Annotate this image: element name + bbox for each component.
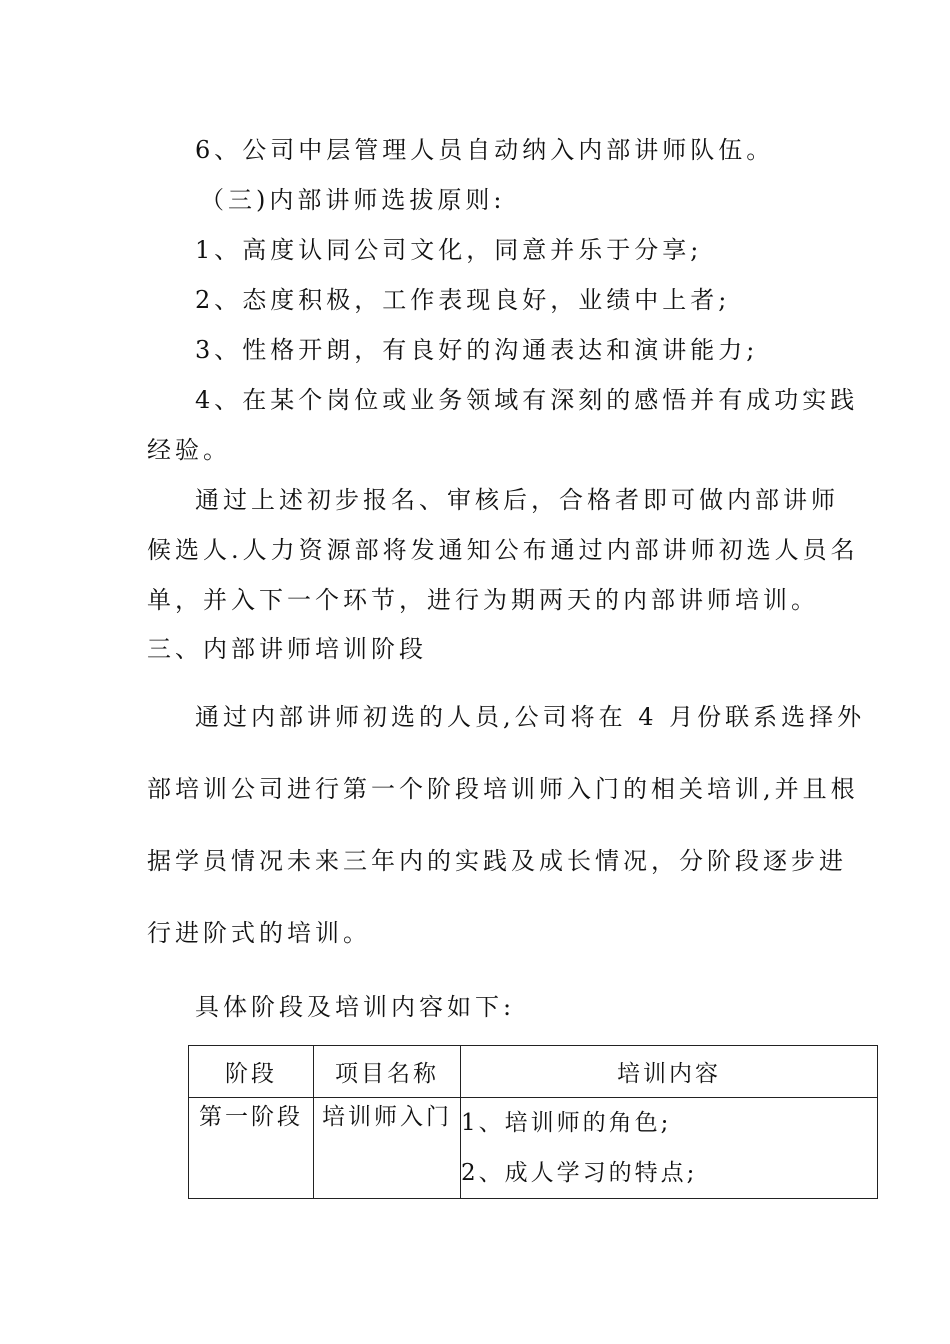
header-stage: 阶段	[189, 1046, 314, 1098]
p-training-1: 通过内部讲师初选的人员,公司将在 4 月份联系选择外	[195, 703, 866, 731]
p-principle-1: 1、高度认同公司文化，同意并乐于分享;	[195, 236, 703, 264]
header-item-name: 项目名称	[314, 1046, 461, 1098]
cell-stage: 第一阶段	[189, 1098, 314, 1199]
p-training-2: 部培训公司进行第一个阶段培训师入门的相关培训,并且根	[147, 775, 859, 803]
p-after-review-3: 单，并入下一个环节，进行为期两天的内部讲师培训。	[147, 586, 819, 614]
p-section-3-heading: （三)内部讲师选拔原则:	[200, 186, 506, 214]
cell-training-content	[461, 1098, 878, 1199]
content-line-2: 2、成人学习的特点;	[461, 1160, 698, 1186]
p-principle-2: 2、态度积极，工作表现良好，业绩中上者;	[195, 286, 731, 314]
table-header-row	[189, 1046, 878, 1098]
content-line-1: 1、培训师的角色;	[461, 1110, 672, 1136]
cell-item-name: 培训师入门	[314, 1098, 461, 1199]
p-principle-4: 4、在某个岗位或业务领域有深刻的感悟并有成功实践	[195, 386, 859, 414]
p-after-review-2: 候选人.人力资源部将发通知公布通过内部讲师初选人员名	[147, 536, 859, 564]
p-table-intro: 具体阶段及培训内容如下:	[195, 993, 516, 1021]
training-content-table	[188, 1045, 878, 1199]
p-training-3: 据学员情况未来三年内的实践及成长情况，分阶段逐步进	[147, 847, 847, 875]
section-heading-training-stage: 三、内部讲师培训阶段	[147, 635, 427, 663]
table-row	[189, 1098, 878, 1199]
p-6: 6、公司中层管理人员自动纳入内部讲师队伍。	[195, 136, 775, 164]
p-principle-3: 3、性格开朗，有良好的沟通表达和演讲能力;	[195, 336, 759, 364]
header-training-content: 培训内容	[461, 1046, 878, 1098]
p-training-4: 行进阶式的培训。	[147, 919, 371, 947]
p-after-review-1: 通过上述初步报名、审核后，合格者即可做内部讲师	[195, 486, 839, 514]
p-principle-4-cont: 经验。	[147, 436, 231, 464]
